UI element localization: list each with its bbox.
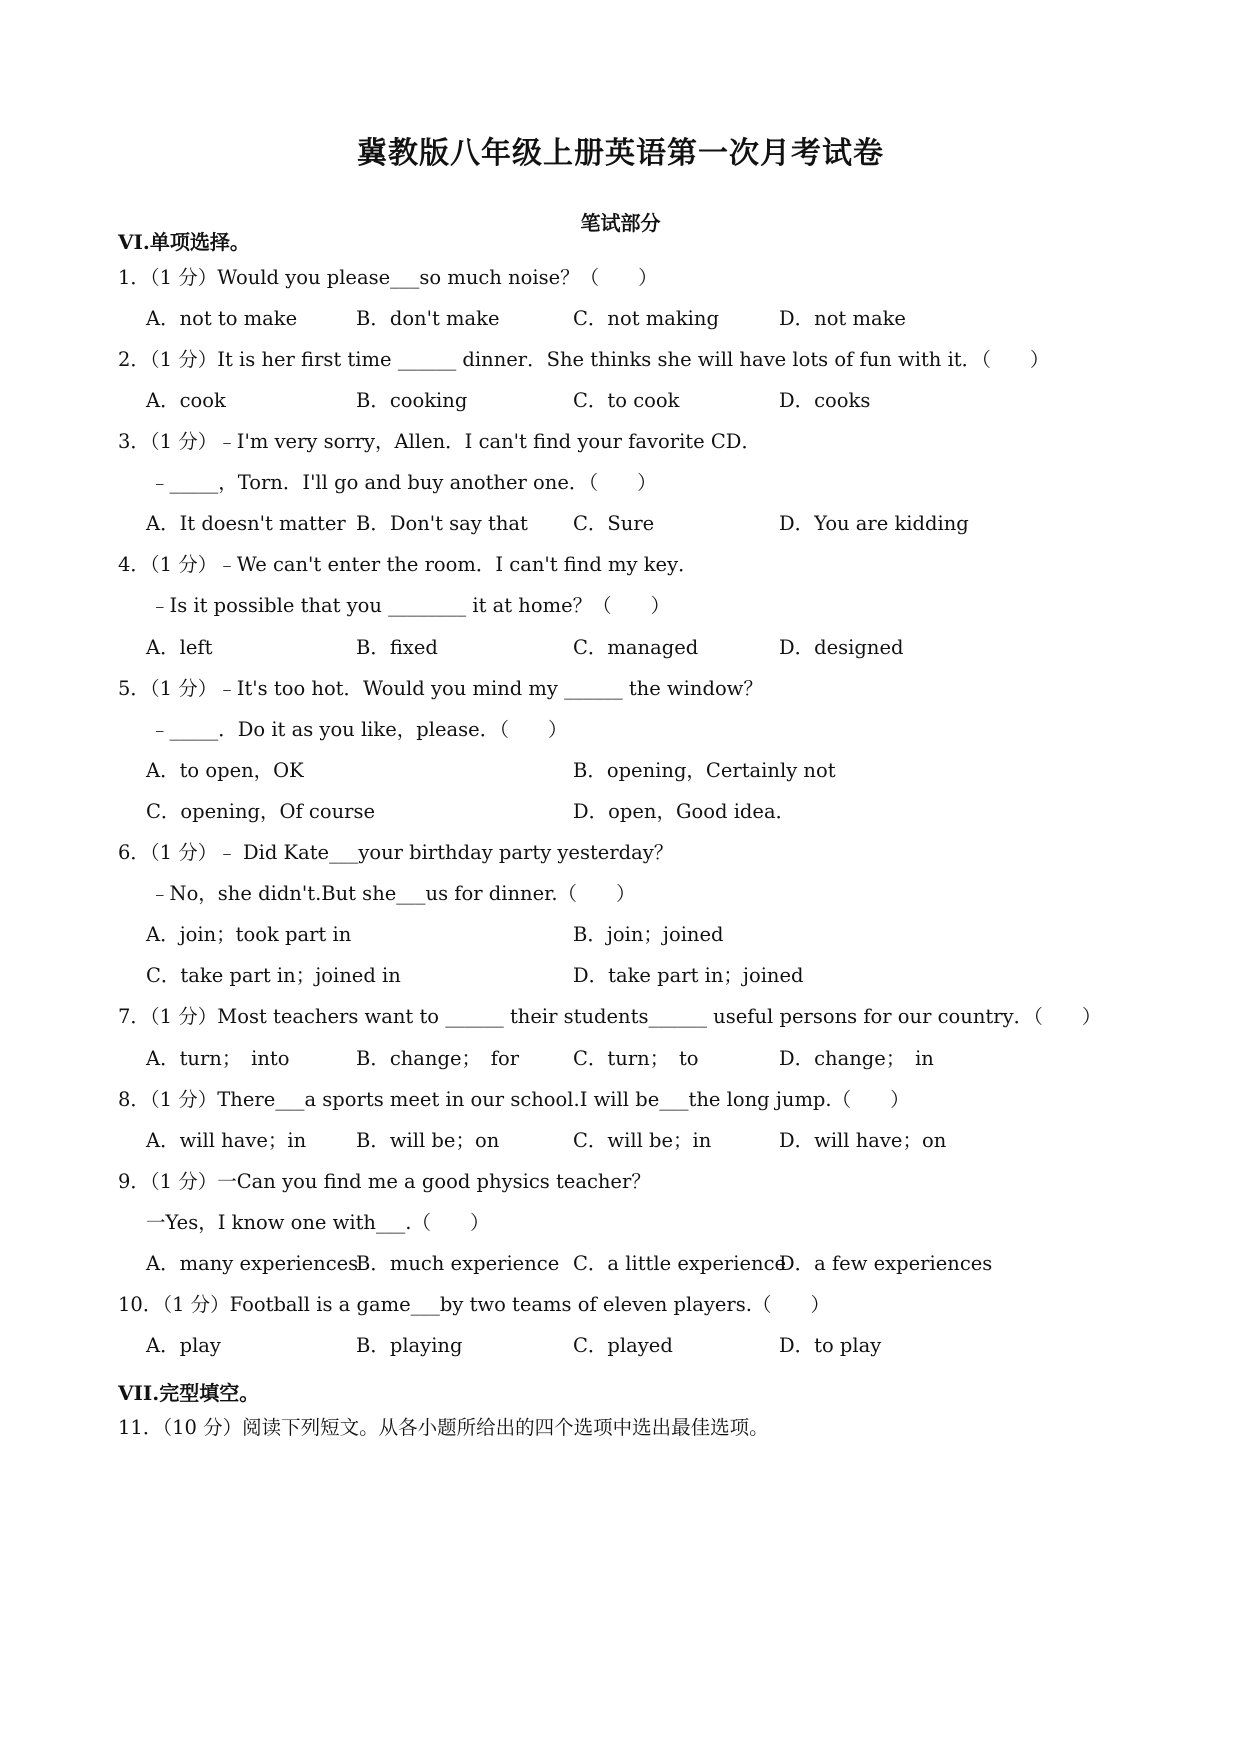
q8-option-d: D．will have；on (779, 1129, 947, 1152)
question-6-reply: ﹣No，she didn't.But she___us for dinner.（ ） (150, 882, 636, 905)
q10-option-b: B．playing (356, 1334, 463, 1357)
question-1: 1．（1 分）Would you please___so much noise？（ ） (118, 266, 658, 289)
question-9: 9．（1 分）一Can you find me a good physics teacher？ (118, 1170, 651, 1193)
q5-option-a: A．to open，OK (146, 759, 304, 782)
exam-subtitle: 笔试部分 (580, 211, 661, 235)
question-7: 7．（1 分）Most teachers want to ______ their students______ useful persons for our country．（ ） (118, 1005, 1102, 1028)
q2-option-b: B．cooking (356, 389, 468, 412)
q4-option-c: C．managed (573, 636, 699, 659)
q4-option-d: D．designed (779, 636, 904, 659)
q2-option-a: A．cook (146, 389, 226, 412)
q7-option-b: B．change； for (356, 1047, 520, 1070)
exam-title: 冀教版八年级上册英语第一次月考试卷 (357, 136, 884, 171)
q7-option-d: D．change； in (779, 1047, 934, 1070)
q6-option-a: A．join；took part in (146, 923, 352, 946)
q9-option-b: B．much experience (356, 1252, 560, 1275)
section-heading-cloze: VII.完型填空。 (118, 1381, 260, 1405)
question-10: 10．（1 分）Football is a game___by two teams of eleven players.（ ） (118, 1293, 830, 1316)
q10-option-d: D．to play (779, 1334, 882, 1357)
question-4: 4．（1 分）﹣We can't enter the room．I can't find my key． (118, 553, 698, 576)
q6-option-b: B．join；joined (573, 923, 724, 946)
q5-option-d: D．open，Good idea． (573, 800, 796, 823)
question-3: 3．（1 分）﹣I'm very sorry，Allen．I can't find your favorite CD． (118, 430, 761, 453)
question-11: 11．（10 分）阅读下列短文。从各小题所给出的四个选项中选出最佳选项。 (118, 1416, 769, 1439)
q9-option-a: A．many experiences (146, 1252, 359, 1275)
q2-option-c: C．to cook (573, 389, 680, 412)
question-5-reply: ﹣_____．Do it as you like，please．（ ） (150, 718, 568, 741)
q7-option-a: A．turn； into (146, 1047, 290, 1070)
q1-option-b: B．don't make (356, 307, 500, 330)
question-4-reply: ﹣Is it possible that you ________ it at home？（ ） (150, 594, 671, 617)
q10-option-a: A．play (146, 1334, 221, 1357)
section-heading-single-choice: VI.单项选择。 (118, 230, 250, 254)
q7-option-c: C．turn； to (573, 1047, 699, 1070)
q8-option-b: B．will be；on (356, 1129, 500, 1152)
question-9-reply: 一Yes，I know one with___.（ ） (146, 1211, 490, 1234)
q9-option-d: D．a few experiences (779, 1252, 993, 1275)
q4-option-b: B．fixed (356, 636, 438, 659)
q6-option-d: D．take part in；joined (573, 964, 804, 987)
q5-option-c: C．opening，Of course (146, 800, 376, 823)
q3-option-a: A．It doesn't matter (146, 512, 346, 535)
q8-option-c: C．will be；in (573, 1129, 712, 1152)
q5-option-b: B．opening，Certainly not (573, 759, 836, 782)
q1-option-a: A．not to make (146, 307, 298, 330)
question-3-reply: ﹣_____，Torn．I'll go and buy another one．（ ） (150, 471, 657, 494)
question-6: 6．（1 分）﹣ Did Kate___your birthday party yesterday？ (118, 841, 674, 864)
q1-option-c: C．not making (573, 307, 719, 330)
q3-option-d: D．You are kidding (779, 512, 969, 535)
q3-option-b: B．Don't say that (356, 512, 528, 535)
question-8: 8．（1 分）There___a sports meet in our school.I will be___the long jump.（ ） (118, 1088, 910, 1111)
question-5: 5．（1 分）﹣It's too hot．Would you mind my ______ the window？ (118, 677, 763, 700)
question-2: 2．（1 分）It is her first time ______ dinner．She thinks she will have lots of fun with it．（ ） (118, 348, 1050, 371)
q1-option-d: D．not make (779, 307, 906, 330)
q6-option-c: C．take part in；joined in (146, 964, 401, 987)
q10-option-c: C．played (573, 1334, 673, 1357)
q2-option-d: D．cooks (779, 389, 871, 412)
q9-option-c: C．a little experience (573, 1252, 787, 1275)
q3-option-c: C．Sure (573, 512, 655, 535)
q8-option-a: A．will have；in (146, 1129, 307, 1152)
q4-option-a: A．left (146, 636, 213, 659)
